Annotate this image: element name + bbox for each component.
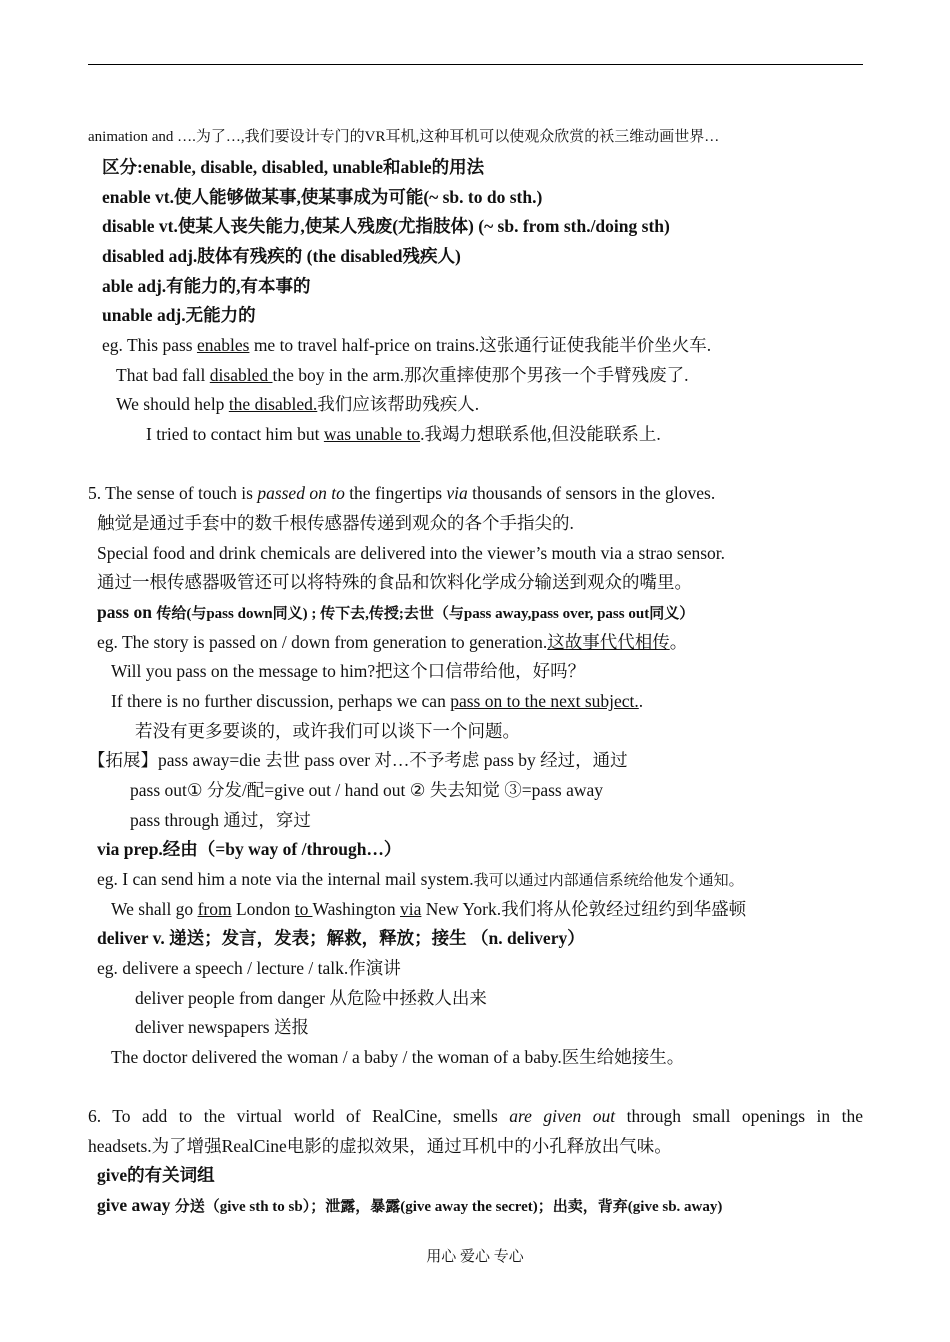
text-line: animation and ….为了…,我们要设计专门的VR耳机,这种耳机可以使观众欣赏的袄三维动画世界… [88, 129, 720, 145]
example-line: deliver people from danger 从危险中拯救人出来 [135, 988, 487, 1008]
text-line: headsets.为了增强RealCine电影的虚拟效果，通过耳机中的小孔释放出气味。 [88, 1136, 672, 1156]
example-line: I tried to contact him but was unable to.我竭力想联系他,但没能联系上. [146, 424, 661, 444]
example-line: 若没有更多要谈的，或许我们可以谈下一个问题。 [135, 721, 520, 741]
example-line: eg. This pass enables me to travel half-price on trains.这张通行证使我能半价坐火车. [102, 335, 712, 355]
section-heading: give的有关词组 [97, 1165, 215, 1185]
definition-line: give away 分送（give sth to sb）；泄露，暴露(give away the secret)；出卖，背弃(give sb. away) [97, 1195, 723, 1215]
text-line: 通过一根传感器吸管还可以将特殊的食品和饮料化学成分输送到观众的嘴里。 [97, 572, 692, 592]
definition-line: pass on 传给(与pass down同义) ; 传下去,传授;去世（与pass away,pass over, pass out同义） [97, 602, 695, 622]
example-line: eg. I can send him a note via the internal mail system.我可以通过内部通信系统给他发个通知。 [97, 869, 744, 889]
definition-line: deliver v. 递送；发言，发表；解救，释放；接生 （n. delivery） [97, 928, 585, 948]
example-line: The doctor delivered the woman / a baby / the woman of a baby.医生给她接生。 [111, 1047, 685, 1067]
definition-line: unable adj.无能力的 [102, 305, 256, 325]
text-line: 5. The sense of touch is passed on to the fingertips via thousands of sensors in the gloves. [88, 483, 716, 503]
definition-line: via prep.经由（=by way of /through…） [97, 839, 402, 859]
text-line: 6. To add to the virtual world of RealCine, smells are given out through small openings in the [88, 1106, 864, 1126]
example-line: eg. delivere a speech / lecture / talk.作演讲 [97, 958, 401, 978]
text-line: pass through 通过，穿过 [130, 810, 311, 830]
example-line: We should help the disabled.我们应该帮助残疾人. [116, 394, 480, 414]
text-line: 【拓展】pass away=die 去世 pass over 对…不予考虑 pass by 经过，通过 [88, 750, 628, 770]
example-line: deliver newspapers 送报 [135, 1017, 309, 1037]
example-line: eg. The story is passed on / down from generation to generation.这故事代代相传。 [97, 632, 688, 652]
example-line: Will you pass on the message to him?把这个口信带给他，好吗？ [111, 661, 586, 681]
definition-line: disable vt.使某人丧失能力,使某人残废(尤指肢体) (~ sb. from sth./doing sth) [102, 216, 670, 236]
definition-line: enable vt.使人能够做某事,使某事成为可能(~ sb. to do sth.) [102, 187, 543, 207]
page-footer: 用心 爱心 专心 [426, 1249, 524, 1265]
example-line: We shall go from London to Washington via New York.我们将从伦敦经过纽约到华盛顿 [111, 899, 747, 919]
header-rule [88, 64, 863, 65]
example-line: If there is no further discussion, perhaps we can pass on to the next subject.. [111, 691, 644, 711]
definition-line: able adj.有能力的,有本事的 [102, 276, 311, 296]
section-heading: 区分:enable, disable, disabled, unable和able的用法 [102, 157, 485, 177]
definition-line: disabled adj.肢体有残疾的 (the disabled残疾人) [102, 246, 461, 266]
text-line: Special food and drink chemicals are delivered into the viewer’s mouth via a strao sensor. [97, 543, 726, 563]
example-line: That bad fall disabled the boy in the arm.那次重摔使那个男孩一个手臂残废了. [116, 365, 689, 385]
text-line: pass out① 分发/配=give out / hand out ② 失去知觉 ③=pass away [130, 780, 604, 800]
text-line: 触觉是通过手套中的数千根传感器传递到观众的各个手指尖的. [97, 513, 574, 533]
